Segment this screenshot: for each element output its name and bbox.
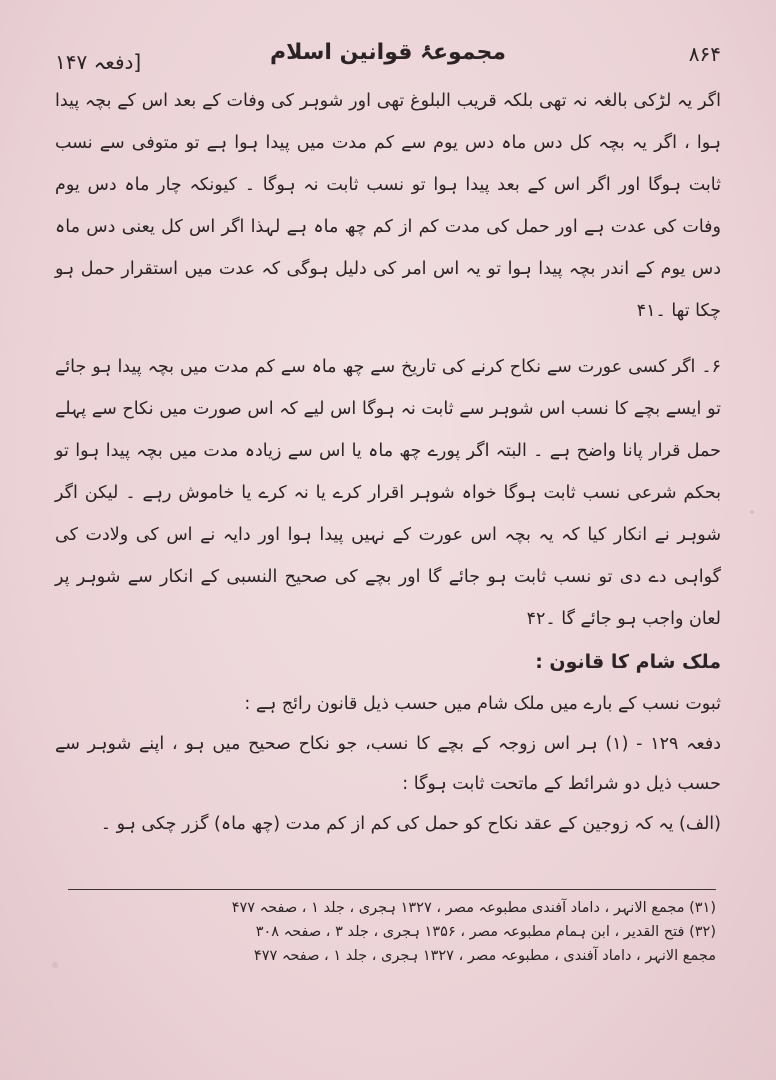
section-heading: ملک شام کا قانون : bbox=[535, 651, 721, 673]
paragraph-1: اگر یہ لڑکی بالغہ نہ تھی بلکہ قریب البلوغ تھی اور شوہر کی وفات کے بعد اس کے بچہ پیدا ہوا ، اگر یہ بچہ کل دس ماہ دس یوم سے کم مدت میں پیدا ہوا ہے تو متوفی سے نسب ثابت ہوگا اور اگر اس کے بعد پیدا ہوا تو نسب ثابت نہ ہوگا ۔ کیونکہ چار ماہ دس یوم وفات کی عدت ہے اور حمل کی مدت کم از کم چھ ماہ ہے لہذا اگر اس کل یعنی دس ماہ دس یوم کے اندر بچہ پیدا ہوا تو یہ اس امر کی دلیل ہوگی کہ عدت میں استقرار حمل ہو چکا تھا ۔۴۱ bbox=[55, 91, 721, 321]
main-text bbox=[55, 80, 721, 844]
footnote-31: (۳۱) مجمع الانہر ، داماد آفندی مطبوعہ مصر ، ۱۳۲۷ ہجری ، جلد ۱ ، صفحہ ۴۷۷ bbox=[231, 900, 716, 916]
footnote-32: (۳۲) فتح القدیر ، ابن ہمام مطبوعہ مصر ، ۱۳۵۶ ہجری ، جلد ۳ ، صفحہ ۳۰۸ bbox=[255, 924, 716, 940]
clause-alif: (الف) یہ کہ زوجین کے عقد نکاح کو حمل کی کم از کم مدت (چھ ماہ) گزر چکی ہو ۔ bbox=[100, 814, 721, 834]
page-number: ۸۶۴ bbox=[688, 42, 721, 66]
running-header bbox=[55, 36, 721, 84]
footnotes bbox=[68, 896, 716, 968]
section-intro: ثبوت نسب کے بارے میں ملک شام میں حسب ذیل قانون رائج ہے : bbox=[244, 694, 721, 714]
paragraph-2: ۶۔ اگر کسی عورت سے نکاح کرنے کی تاریخ سے چھ ماہ سے کم مدت میں بچہ پیدا ہو جائے تو ایسے بچے کا نسب اس شوہر سے ثابت نہ ہوگا اس لیے کہ اس صورت میں نکاح سے پہلے حمل قرار پانا واضح ہے ۔ البتہ اگر پورے چھ ماہ یا اس سے زیادہ مدت میں بچہ پیدا ہوا تو بحکم شرعی نسب ثابت ہوگا خواہ شوہر اقرار کرے یا نہ کرے یا خاموش رہے ۔ لیکن اگر شوہر نے انکار کیا کہ یہ بچہ اس عورت کے نہیں پیدا ہوا اور دایہ نے اس کی ولادت کی گواہی دے دی تو نسب ثابت ہو جائے گا اور بچے کی صحیح النسبی کے انکار سے شوہر پر لعان واجب ہو جائے گا ۔۴۲ bbox=[55, 357, 721, 629]
footnote-divider bbox=[68, 889, 716, 890]
paper-speck bbox=[52, 962, 58, 968]
book-title: مجموعۂ قوانین اسلام bbox=[269, 40, 507, 65]
footnote-32-continued: مجمع الانہر ، داماد آفندی ، مطبوعہ مصر ، ۱۳۲۷ ہجری ، جلد ۱ ، صفحہ ۴۷۷ bbox=[253, 948, 716, 964]
article-129: دفعہ ۱۲۹ - (۱) ہر اس زوجہ کے بچے کا نسب، جو نکاح صحیح میں ہو ، اپنے شوہر سے حسب ذیل دو شرائط کے ماتحت ثابت ہوگا : bbox=[55, 734, 721, 794]
section-reference: [دفعہ ۱۴۷ bbox=[55, 50, 142, 74]
paper-speck bbox=[750, 510, 754, 514]
